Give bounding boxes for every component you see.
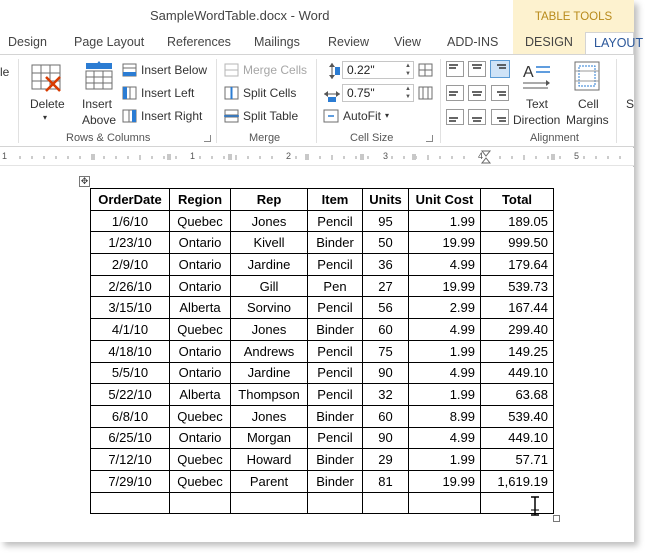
table-cell-item[interactable]: Binder: [308, 405, 363, 427]
table-cell-order-date[interactable]: 5/22/10: [91, 384, 170, 406]
table-cell-region[interactable]: Quebec: [170, 470, 231, 492]
table-cell-units[interactable]: 60: [363, 405, 409, 427]
table-cell-units[interactable]: 32: [363, 384, 409, 406]
group-separator: [440, 59, 441, 143]
tab-mailings[interactable]: Mailings: [254, 35, 300, 49]
table-cell-rep[interactable]: Jones: [231, 210, 308, 232]
spin-down-icon[interactable]: ▼: [405, 71, 411, 77]
table-cell-unit-cost[interactable]: 4.99: [409, 427, 481, 449]
cell-size-group-label: Cell Size: [350, 132, 394, 144]
split-table-icon[interactable]: [224, 109, 239, 123]
distribute-rows-icon[interactable]: [418, 63, 433, 77]
table-cell-item[interactable]: Pencil: [308, 362, 363, 384]
spin-down-icon[interactable]: ▼: [405, 94, 411, 100]
table-row[interactable]: [91, 275, 554, 297]
table-cell-units[interactable]: 90: [363, 427, 409, 449]
table-cell-rep[interactable]: Thompson: [231, 384, 308, 406]
tab-review[interactable]: Review: [328, 35, 369, 49]
table-cell-total[interactable]: 299.40: [481, 319, 554, 341]
table-cell-region[interactable]: Quebec: [170, 405, 231, 427]
table-row[interactable]: [91, 405, 554, 427]
table-cell-rep[interactable]: Howard: [231, 449, 308, 471]
table-cell-region[interactable]: Ontario: [170, 232, 231, 254]
table-cell-item[interactable]: Pencil: [308, 427, 363, 449]
distribute-columns-icon[interactable]: [418, 86, 433, 100]
table-row[interactable]: [91, 319, 554, 341]
align-center-right-icon[interactable]: [491, 85, 509, 101]
table-move-handle-icon[interactable]: ✥: [80, 176, 89, 186]
table-cell-item[interactable]: Pen: [308, 275, 363, 297]
merge-group-label: Merge: [249, 132, 281, 144]
group-separator: [216, 59, 217, 143]
table-row[interactable]: [91, 362, 554, 384]
ruler-number: 4: [478, 151, 484, 161]
table-cell-total[interactable]: 63.68: [481, 384, 554, 406]
ruler-number: 1: [190, 151, 196, 161]
document-area[interactable]: [0, 167, 634, 542]
table-row[interactable]: [91, 297, 554, 319]
table-resize-handle-icon[interactable]: [553, 515, 560, 522]
table-cell-unit-cost[interactable]: 19.99: [409, 232, 481, 254]
table-cell-rep[interactable]: Jones: [231, 405, 308, 427]
merge-cells-icon: [224, 63, 239, 77]
table-cell-unit-cost[interactable]: 1.99: [409, 384, 481, 406]
table-cell-item[interactable]: Pencil: [308, 297, 363, 319]
cell-margins-label-line2[interactable]: Margins: [566, 113, 609, 127]
table-cell-rep[interactable]: [231, 492, 308, 514]
table-cell-total[interactable]: 167.44: [481, 297, 554, 319]
table-cell-order-date[interactable]: 6/8/10: [91, 405, 170, 427]
table-cell-item[interactable]: Pencil: [308, 384, 363, 406]
table-cell-unit-cost[interactable]: 19.99: [409, 275, 481, 297]
table-row[interactable]: [91, 492, 554, 514]
align-top-left-icon[interactable]: [446, 61, 464, 77]
table-cell-order-date[interactable]: 3/15/10: [91, 297, 170, 319]
insert-above-label-line2[interactable]: Above: [82, 113, 117, 127]
table-cell-unit-cost[interactable]: 19.99: [409, 470, 481, 492]
group-separator: [316, 59, 317, 143]
table-cell-item[interactable]: Pencil: [308, 340, 363, 362]
row-height-value[interactable]: 0.22": [347, 63, 375, 77]
table-cell-unit-cost[interactable]: 1.99: [409, 449, 481, 471]
text-direction-label-line2[interactable]: Direction: [513, 113, 561, 127]
table-cell-order-date[interactable]: 6/25/10: [91, 427, 170, 449]
table-cell-unit-cost[interactable]: 8.99: [409, 405, 481, 427]
ruler-number: 3: [383, 151, 389, 161]
text-cursor-ibeam-icon: [528, 495, 542, 517]
table-cell-order-date[interactable]: 4/18/10: [91, 340, 170, 362]
group-separator: [18, 59, 19, 143]
table-cell-total[interactable]: 179.64: [481, 254, 554, 276]
table-cell-item[interactable]: [308, 492, 363, 514]
table-cell-region[interactable]: Ontario: [170, 340, 231, 362]
table-column-width-icon: [323, 85, 341, 103]
horizontal-ruler[interactable]: [0, 148, 634, 166]
table-header-row: [91, 189, 554, 211]
split-cells-icon[interactable]: [224, 86, 239, 100]
table-cell-region[interactable]: Quebec: [170, 319, 231, 341]
table-cell-unit-cost[interactable]: [409, 492, 481, 514]
insert-right-icon[interactable]: [122, 109, 137, 123]
delete-button[interactable]: Delete: [30, 97, 65, 111]
split-table-button[interactable]: Split Table: [243, 109, 299, 123]
spin-up-icon[interactable]: ▲: [405, 86, 411, 92]
ruler-number: 1: [2, 151, 8, 161]
table-cell-units[interactable]: 95: [363, 210, 409, 232]
merge-cells-button[interactable]: Merge Cells: [243, 63, 308, 77]
table-cell-item[interactable]: Pencil: [308, 210, 363, 232]
table-row[interactable]: [91, 449, 554, 471]
tab-design[interactable]: Design: [8, 35, 47, 49]
table-cell-order-date[interactable]: [91, 492, 170, 514]
table-cell-total[interactable]: 539.40: [481, 405, 554, 427]
table-cell-units[interactable]: 50: [363, 232, 409, 254]
table-row[interactable]: [91, 254, 554, 276]
tab-page-layout[interactable]: Page Layout: [74, 35, 145, 49]
table-cell-item[interactable]: Pencil: [308, 254, 363, 276]
align-top-right-icon[interactable]: [490, 60, 510, 78]
insert-below-button[interactable]: Insert Below: [141, 63, 208, 77]
tab-table-layout[interactable]: LAYOUT: [585, 32, 634, 54]
table-cell-unit-cost[interactable]: 4.99: [409, 362, 481, 384]
table-cell-rep[interactable]: Morgan: [231, 427, 308, 449]
table-cell-total[interactable]: 1,619.19: [481, 470, 554, 492]
column-header-total[interactable]: Total: [481, 189, 554, 211]
split-cells-button[interactable]: Split Cells: [243, 86, 297, 100]
insert-left-icon[interactable]: [122, 86, 137, 100]
group-separator: [616, 59, 617, 143]
insert-above-label-line1[interactable]: Insert: [82, 97, 113, 111]
column-header-region[interactable]: Region: [170, 189, 231, 211]
autofit-button[interactable]: AutoFit: [343, 109, 382, 123]
insert-left-button[interactable]: Insert Left: [141, 86, 195, 100]
table-cell-region[interactable]: Alberta: [170, 384, 231, 406]
table-cell-total[interactable]: 149.25: [481, 340, 554, 362]
ribbon-tabs: [0, 32, 644, 54]
autofit-dropdown-icon[interactable]: ▾: [385, 111, 390, 120]
table-cell-total[interactable]: 449.10: [481, 362, 554, 384]
align-bottom-right-icon[interactable]: [491, 109, 509, 125]
table-cell-order-date[interactable]: 2/9/10: [91, 254, 170, 276]
column-header-order-date[interactable]: OrderDate: [91, 189, 170, 211]
table-cell-order-date[interactable]: 5/5/10: [91, 362, 170, 384]
table-cell-order-date[interactable]: 1/23/10: [91, 232, 170, 254]
table-cell-rep[interactable]: Andrews: [231, 340, 308, 362]
table-cell-region[interactable]: Alberta: [170, 297, 231, 319]
table-row[interactable]: [91, 340, 554, 362]
table-cell-rep[interactable]: Jones: [231, 319, 308, 341]
table-cell-item[interactable]: Binder: [308, 232, 363, 254]
spin-up-icon[interactable]: ▲: [405, 63, 411, 69]
column-header-rep[interactable]: Rep: [231, 189, 308, 211]
table-cell-units[interactable]: 56: [363, 297, 409, 319]
window-title: SampleWordTable.docx - Word: [150, 8, 330, 23]
table-row[interactable]: [91, 232, 554, 254]
table-row[interactable]: [91, 427, 554, 449]
table-cell-order-date[interactable]: 4/1/10: [91, 319, 170, 341]
table-cell-total[interactable]: [481, 492, 554, 514]
insert-right-button[interactable]: Insert Right: [141, 109, 203, 123]
table-cell-order-date[interactable]: 7/12/10: [91, 449, 170, 471]
ribbon: [0, 54, 634, 147]
table-row[interactable]: [91, 210, 554, 232]
table-cell-order-date[interactable]: 2/26/10: [91, 275, 170, 297]
table-cell-units[interactable]: 29: [363, 449, 409, 471]
table-cell-unit-cost[interactable]: 1.99: [409, 340, 481, 362]
table-cell-units[interactable]: 27: [363, 275, 409, 297]
rows-columns-launcher-icon[interactable]: [204, 135, 211, 142]
table-cell-units[interactable]: 60: [363, 319, 409, 341]
ruler-number: 5: [574, 151, 580, 161]
tab-view[interactable]: View: [394, 35, 421, 49]
table-cell-units[interactable]: 81: [363, 470, 409, 492]
table-cell-units[interactable]: [363, 492, 409, 514]
title-bar: [0, 0, 634, 32]
tab-add-ins[interactable]: ADD-INS: [447, 35, 499, 49]
partial-ribbon-label: le: [0, 65, 10, 79]
column-header-units[interactable]: Units: [363, 189, 409, 211]
table-cell-units[interactable]: 75: [363, 340, 409, 362]
table-cell-total[interactable]: 449.10: [481, 427, 554, 449]
align-bottom-left-icon[interactable]: [446, 109, 464, 125]
alignment-group-label: Alignment: [530, 132, 579, 144]
tab-table-design[interactable]: DESIGN: [513, 32, 585, 54]
table-cell-total[interactable]: 189.05: [481, 210, 554, 232]
column-width-spinner[interactable]: [342, 84, 414, 102]
table-cell-rep[interactable]: Sorvino: [231, 297, 308, 319]
table-cell-rep[interactable]: Kivell: [231, 232, 308, 254]
table-cell-rep[interactable]: Parent: [231, 470, 308, 492]
table-row[interactable]: [91, 384, 554, 406]
table-tools-context-label: TABLE TOOLS: [513, 0, 634, 32]
rows-columns-group-label: Rows & Columns: [66, 132, 151, 144]
insert-above-icon[interactable]: [84, 61, 114, 91]
table-cell-region[interactable]: Ontario: [170, 362, 231, 384]
svg-text:A: A: [523, 64, 534, 81]
align-top-center-icon[interactable]: [468, 61, 486, 77]
column-header-item[interactable]: Item: [308, 189, 363, 211]
table-cell-region[interactable]: Ontario: [170, 427, 231, 449]
table-cell-region[interactable]: Ontario: [170, 254, 231, 276]
cell-size-launcher-icon[interactable]: [426, 135, 433, 142]
table-cell-rep[interactable]: Jardine: [231, 254, 308, 276]
delete-table-icon[interactable]: [30, 63, 64, 93]
table-cell-region[interactable]: Ontario: [170, 275, 231, 297]
align-center-icon[interactable]: [468, 85, 486, 101]
table-cell-region[interactable]: Quebec: [170, 210, 231, 232]
table-cell-total[interactable]: 57.71: [481, 449, 554, 471]
table-cell-order-date[interactable]: 7/29/10: [91, 470, 170, 492]
text-direction-icon[interactable]: [520, 61, 552, 91]
table-cell-total[interactable]: 539.73: [481, 275, 554, 297]
table-cell-rep[interactable]: Jardine: [231, 362, 308, 384]
table-cell-units[interactable]: 36: [363, 254, 409, 276]
table-cell-item[interactable]: Binder: [308, 319, 363, 341]
partial-ribbon-button-label[interactable]: S: [626, 97, 635, 111]
data-table[interactable]: [90, 188, 554, 514]
table-cell-total[interactable]: 999.50: [481, 232, 554, 254]
table-row[interactable]: [91, 470, 554, 492]
table-cell-unit-cost[interactable]: 1.99: [409, 210, 481, 232]
delete-dropdown-arrow-icon[interactable]: ▾: [43, 113, 48, 122]
autofit-icon[interactable]: [323, 109, 339, 123]
table-cell-rep[interactable]: Gill: [231, 275, 308, 297]
column-header-unit-cost[interactable]: Unit Cost: [409, 189, 481, 211]
column-width-value[interactable]: 0.75": [347, 86, 375, 100]
table-cell-unit-cost[interactable]: 2.99: [409, 297, 481, 319]
cell-margins-icon[interactable]: [574, 61, 600, 91]
table-cell-unit-cost[interactable]: 4.99: [409, 254, 481, 276]
tab-references[interactable]: References: [167, 35, 231, 49]
text-direction-label-line1[interactable]: Text: [526, 97, 549, 111]
row-height-spinner[interactable]: [342, 61, 414, 79]
ruler-number: 2: [286, 151, 292, 161]
table-cell-item[interactable]: Binder: [308, 470, 363, 492]
table-cell-item[interactable]: Binder: [308, 449, 363, 471]
align-center-left-icon[interactable]: [446, 85, 464, 101]
table-cell-order-date[interactable]: 1/6/10: [91, 210, 170, 232]
table-cell-region[interactable]: Quebec: [170, 449, 231, 471]
table-cell-region[interactable]: [170, 492, 231, 514]
ruler-ticks: [0, 148, 634, 166]
cell-margins-label-line1[interactable]: Cell: [578, 97, 599, 111]
table-cell-units[interactable]: 90: [363, 362, 409, 384]
insert-below-icon[interactable]: [122, 63, 137, 77]
align-bottom-center-icon[interactable]: [468, 109, 486, 125]
table-row-height-icon: [323, 62, 341, 80]
table-cell-unit-cost[interactable]: 4.99: [409, 319, 481, 341]
